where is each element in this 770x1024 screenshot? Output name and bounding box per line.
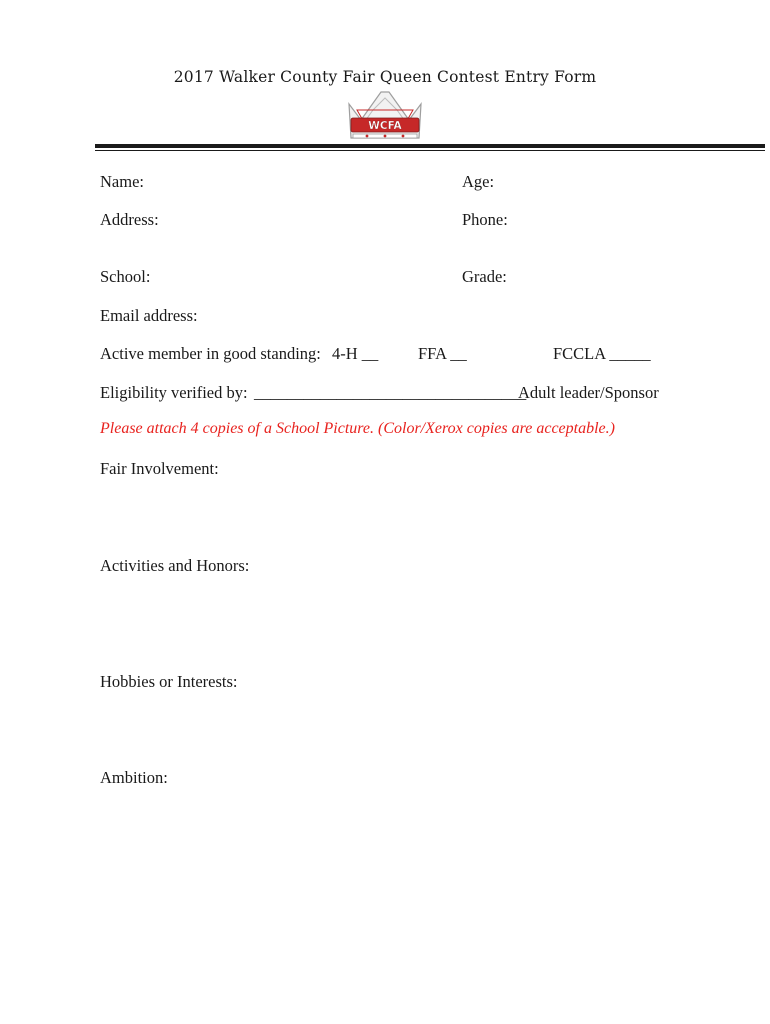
eligibility-sponsor-label: Adult leader/Sponsor	[518, 383, 659, 402]
address-label: Address:	[100, 210, 159, 229]
header-rule-thick	[95, 144, 765, 148]
email-label: Email address:	[100, 306, 198, 325]
membership-label: Active member in good standing:	[100, 344, 321, 363]
header-rule-thin	[95, 150, 765, 151]
grade-label: Grade:	[462, 267, 507, 286]
crown-logo	[343, 90, 427, 150]
logo-lettering: WCFA	[368, 120, 402, 132]
org-ffa-blank: FFA __	[418, 344, 467, 363]
school-label: School:	[100, 267, 151, 286]
name-label: Name:	[100, 172, 144, 191]
ambition-label: Ambition:	[100, 768, 168, 787]
phone-label: Phone:	[462, 210, 508, 229]
age-label: Age:	[462, 172, 495, 191]
eligibility-signature-line: _________________________________	[254, 383, 527, 402]
org-fccla-blank: FCCLA _____	[553, 344, 651, 363]
eligibility-label: Eligibility verified by:	[100, 383, 248, 402]
photo-notice: Please attach 4 copies of a School Picture. (Color/Xerox copies are acceptable.)	[100, 420, 615, 437]
fair-involvement-label: Fair Involvement:	[100, 459, 219, 478]
hobbies-interests-label: Hobbies or Interests:	[100, 672, 238, 691]
activities-honors-label: Activities and Honors:	[100, 556, 250, 575]
org-4h-blank: 4-H __	[332, 344, 379, 363]
form-title: 2017 Walker County Fair Queen Contest Entry Form	[173, 68, 597, 86]
